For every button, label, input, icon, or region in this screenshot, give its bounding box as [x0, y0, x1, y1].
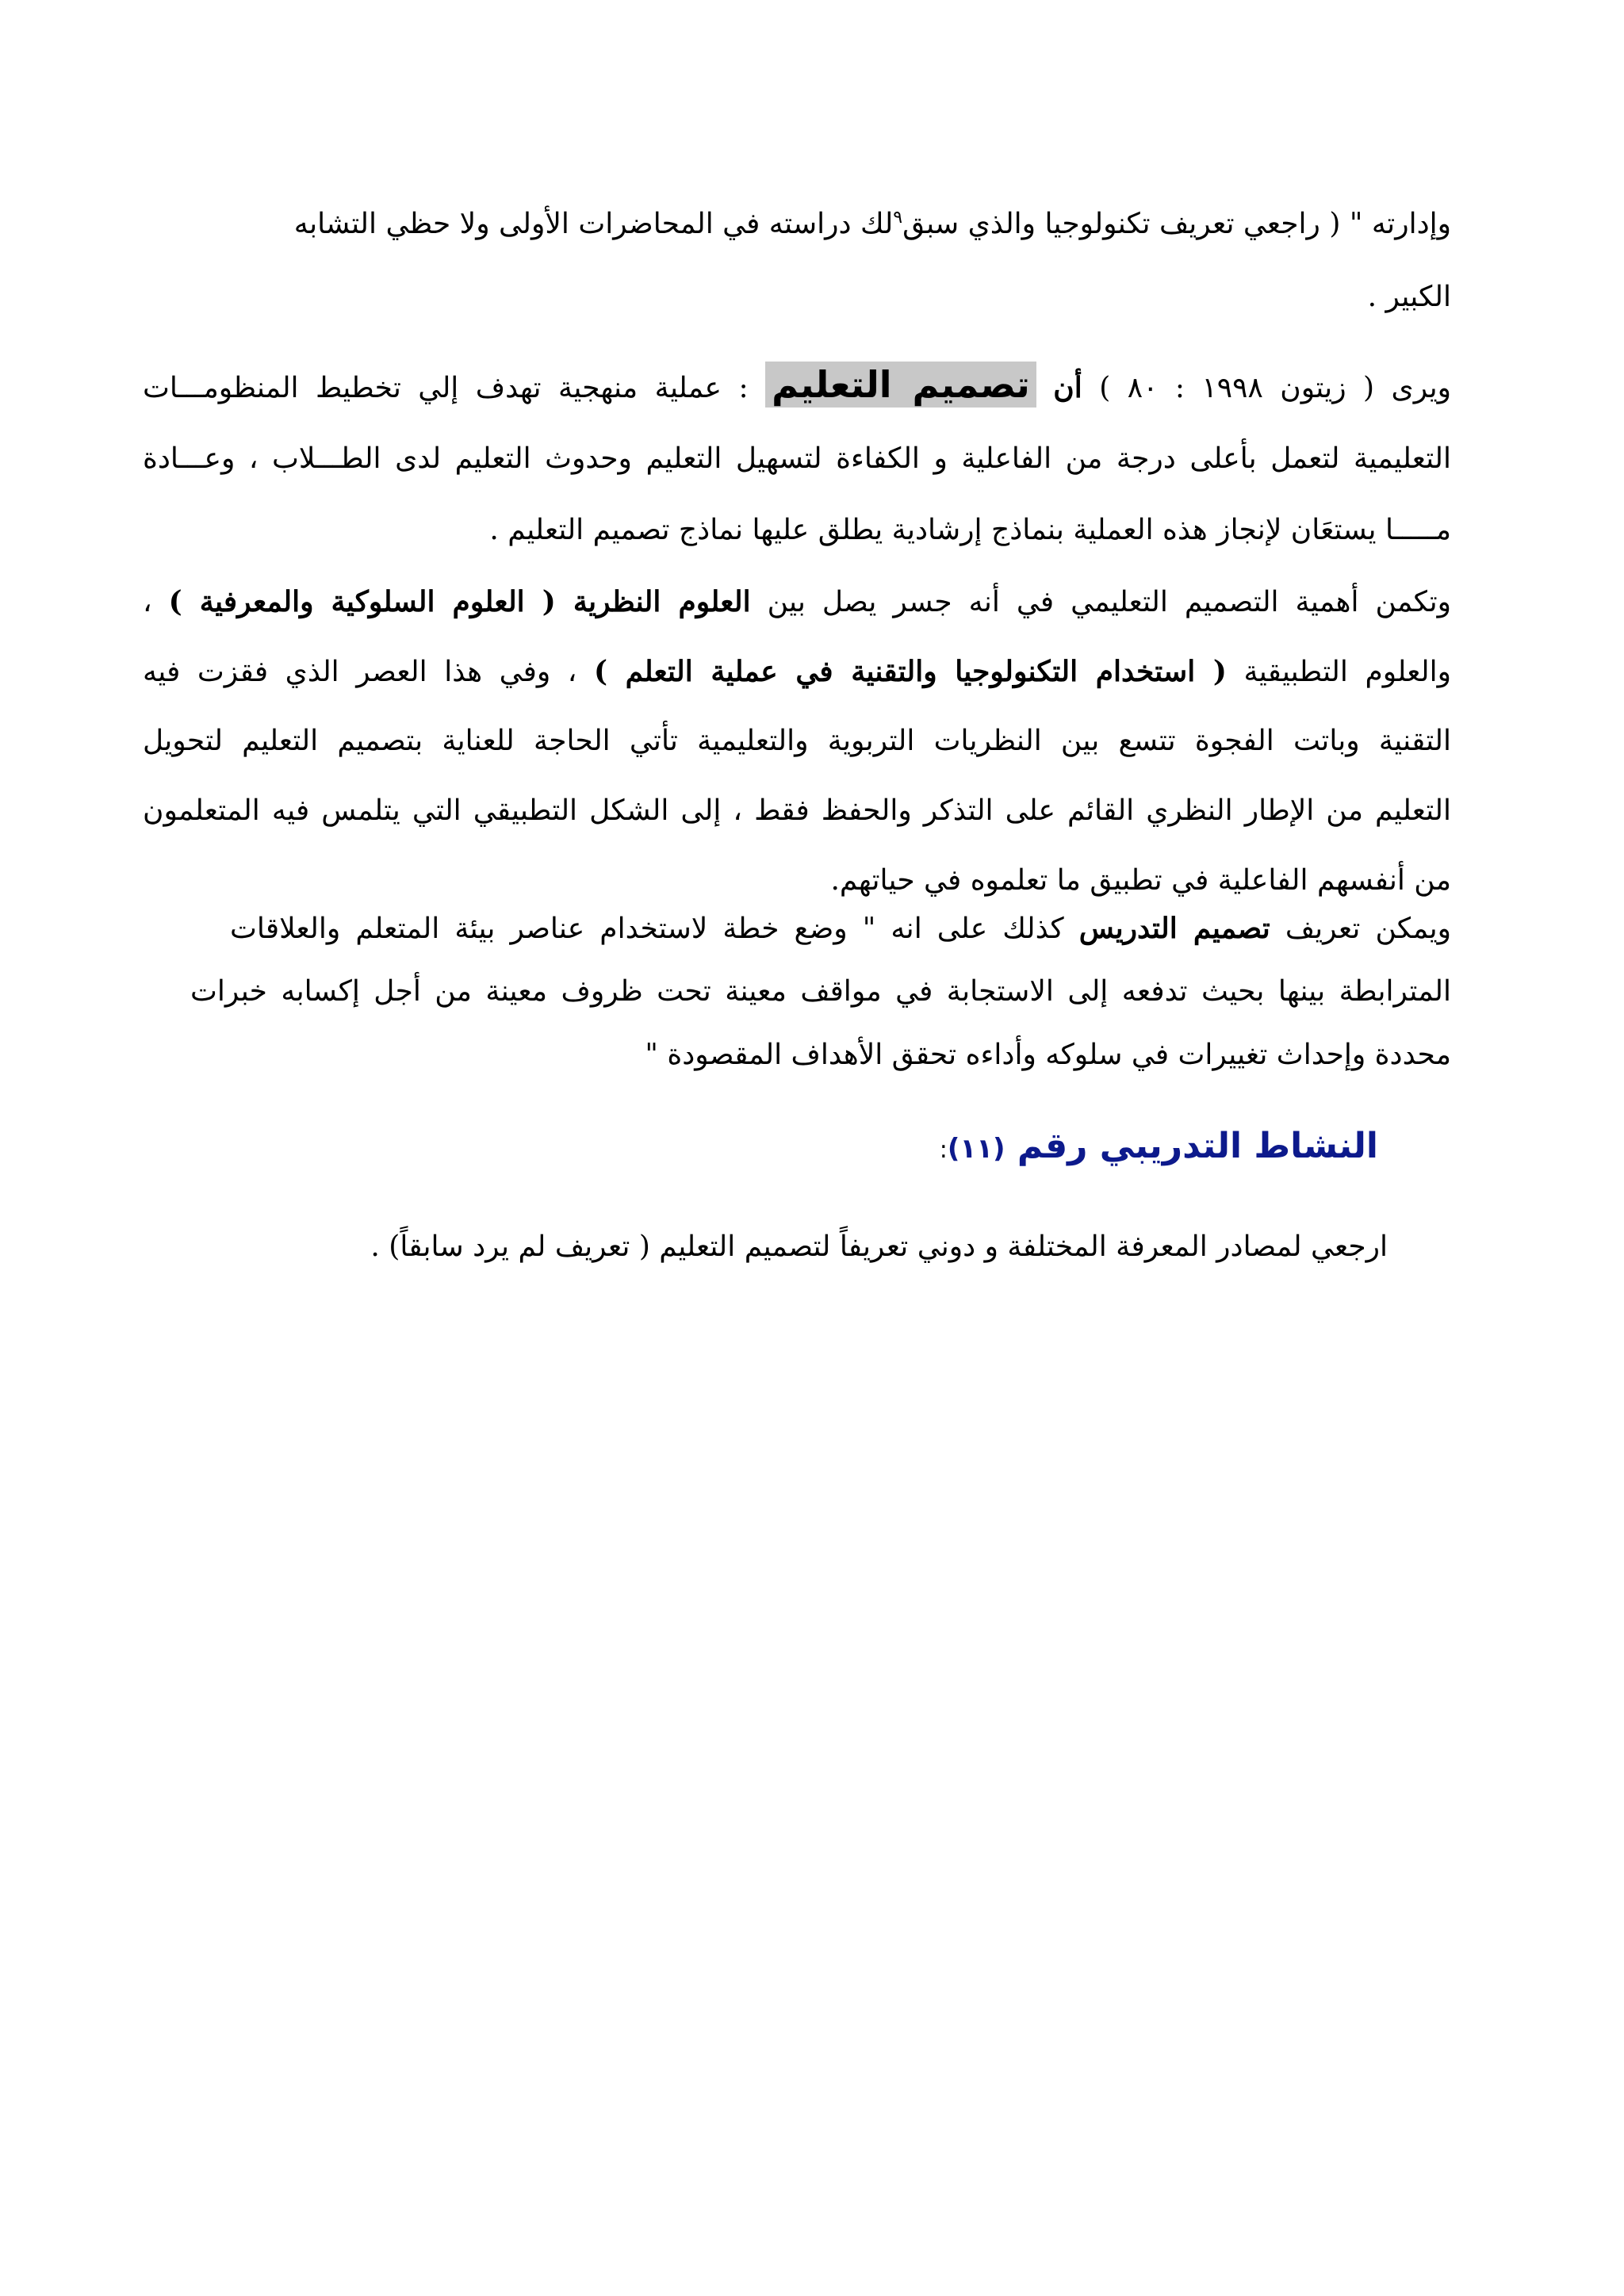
text-span: التعليم من الإطار النظري القائم على التذكر والحفظ فقط ، إلى الشكل التطبيقي التي يتلمس فيه المتعلمون: [143, 794, 1451, 827]
text-span: الكبير .: [1367, 281, 1451, 313]
text-span: : عملية منهجية تهدف إلي تخطيط المنظومـــات: [143, 372, 749, 404]
text-line: [143, 585, 1451, 618]
text-line: [143, 655, 1451, 688]
bold-term: تصميم التدريس: [1078, 912, 1270, 945]
text-span: من أنفسهم الفاعلية في تطبيق ما تعلموه في حياتهم.: [830, 864, 1451, 897]
highlighted-term: تصميم التعليم: [765, 362, 1036, 408]
bold-term: ( استخدام التكنولوجيا والتقنية في عملية التعلم ): [593, 655, 1227, 688]
text-span: التقنية وباتت الفجوة تتسع بين النظريات التربوية والتعليمية تأتي الحاجة للعناية بتصميم التعليم لتحويل: [143, 725, 1451, 757]
text-line: [143, 363, 1451, 406]
activity-colon: :: [939, 1136, 948, 1164]
activity-heading: [940, 1126, 1378, 1166]
text-line: [1368, 281, 1451, 313]
text-span: التعليمية لتعمل بأعلى درجة من الفاعلية و الكفاءة لتسهيل التعليم وحدوث التعليم لدى الطـــلاب ، وعـــادة: [143, 442, 1451, 475]
text-line: [143, 794, 1451, 827]
text-line: [190, 975, 1451, 1008]
text-line: [645, 1039, 1451, 1071]
text-span: ويرى ( زيتون ١٩٩٨ : ٨٠ ): [1099, 372, 1451, 404]
activity-number: (١١): [947, 1133, 1005, 1165]
bold-term: العلوم النظرية ( العلوم السلوكية والمعرفية ): [168, 585, 751, 618]
text-span: المترابطة بينها بحيث تدفعه إلى الاستجابة في مواقف معينة تحت ظروف معينة من أجل إكسابه خبرات: [190, 975, 1451, 1008]
text-span: ويمكن تعريف: [1285, 913, 1451, 945]
text-span: محددة وإحداث تغييرات في سلوكه وأداءه تحقق الأهداف المقصودة ": [645, 1039, 1451, 1071]
footnote-mark: ٩: [893, 208, 903, 228]
text-span: وإدارته " ( راجعي تعريف تكنولوجيا والذي سبق: [902, 208, 1451, 240]
text-line: [143, 725, 1451, 757]
activity-title: النشاط التدريبي رقم: [1017, 1126, 1378, 1166]
text-line: [370, 1230, 1388, 1263]
text-line: [230, 912, 1451, 945]
text-line: [830, 864, 1451, 897]
text-line: [143, 442, 1451, 475]
activity-instruction: ارجعي لمصادر المعرفة المختلفة و دوني تعريفاً لتصميم التعليم ( تعريف لم يرد سابقاً) .: [370, 1230, 1388, 1263]
text-line: [294, 208, 1451, 240]
text-span: ،: [143, 586, 152, 618]
text-span: لك دراسته في المحاضرات الأولى ولا حظي التشابه: [293, 208, 894, 240]
text-span: ، وفي هذا العصر الذي فقزت فيه: [143, 656, 577, 688]
text-span: والعلوم التطبيقية: [1243, 656, 1451, 688]
text-span: وتكمن أهمية التصميم التعليمي في أنه جسر يصل بين: [767, 586, 1451, 618]
text-line: [489, 514, 1451, 546]
text-span: مـــــا يستعَان لإنجاز هذه العملية بنماذج إرشادية يطلق عليها نماذج تصميم التعليم .: [489, 514, 1451, 546]
text-span: كذلك على انه " وضع خطة لاستخدام عناصر بيئة المتعلم والعلاقات: [230, 913, 1064, 945]
bold-term: أن: [1053, 371, 1082, 404]
